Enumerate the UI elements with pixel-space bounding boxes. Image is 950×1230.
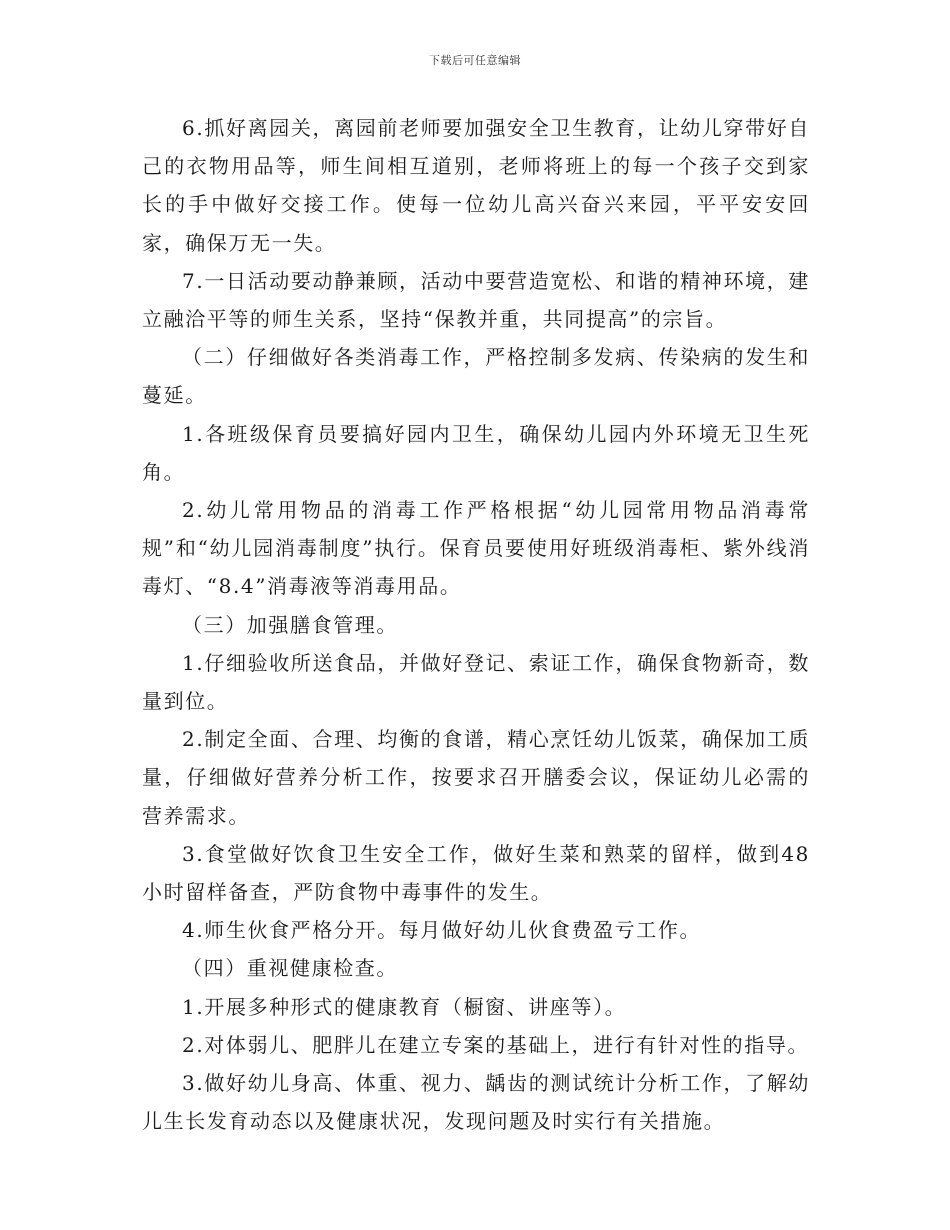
paragraph-health-1: 1.开展多种形式的健康教育（橱窗、讲座等）。 [182, 994, 627, 1019]
section-heading-disinfection: （二）仔细做好各类消毒工作，严格控制多发病、传染病的发生和蔓延。 [142, 345, 810, 408]
paragraph-health-3: 3.做好幼儿身高、体重、视力、龋齿的测试统计分析工作，了解幼儿生长发育动态以及健康状况，发现问题及时实行有关措施。 [142, 1071, 810, 1134]
paragraph-item-7-activities: 7.一日活动要动静兼顾，活动中要营造宽松、和谐的精神环境，建立融洽平等的师生关系，坚持“保教并重，共同提高”的宗旨。 [142, 268, 810, 332]
paragraph-disinfection-1: 1.各班级保育员要搞好园内卫生，确保幼儿园内外环境无卫生死角。 [142, 421, 810, 484]
paragraph-health-2: 2.对体弱儿、肥胖儿在建立专案的基础上，进行有针对性的指导。 [182, 1032, 810, 1057]
paragraph-meals-3: 3.食堂做好饮食卫生安全工作，做好生菜和熟菜的留样，做到48小时留样备查，严防食物中毒事件的发生。 [142, 841, 810, 905]
paragraph-item-6-leave: 6.抓好离园关，离园前老师要加强安全卫生教育，让幼儿穿带好自己的衣物用品等，师生间相互道别，老师将班上的每一个孩子交到家长的手中做好交接工作。使每一位幼儿高兴奋兴来园，平平安安回家，确保万无一失。 [142, 116, 810, 255]
paragraph-meals-1: 1.仔细验收所送食品，并做好登记、索证工作，确保食物新奇，数量到位。 [142, 650, 810, 714]
document-body [142, 109, 810, 1140]
paragraph-meals-4: 4.师生伙食严格分开。每月做好幼儿伙食费盈亏工作。 [182, 918, 702, 943]
paragraph-disinfection-2: 2.幼儿常用物品的消毒工作严格根据“幼儿园常用物品消毒常规”和“幼儿园消毒制度”执行。保育员要使用好班级消毒柜、紫外线消毒灯、“8.4”消毒液等消毒用品。 [142, 498, 810, 599]
page-header: 下载后可任意编辑 [429, 54, 521, 67]
section-heading-health: （四）重视健康检查。 [182, 956, 398, 981]
section-heading-meals: （三）加强膳食管理。 [182, 612, 398, 637]
paragraph-meals-2: 2.制定全面、合理、均衡的食谱，精心烹饪幼儿饭菜，确保加工质量，仔细做好营养分析工作，按要求召开膳委会议，保证幼儿必需的营养需求。 [142, 727, 810, 828]
